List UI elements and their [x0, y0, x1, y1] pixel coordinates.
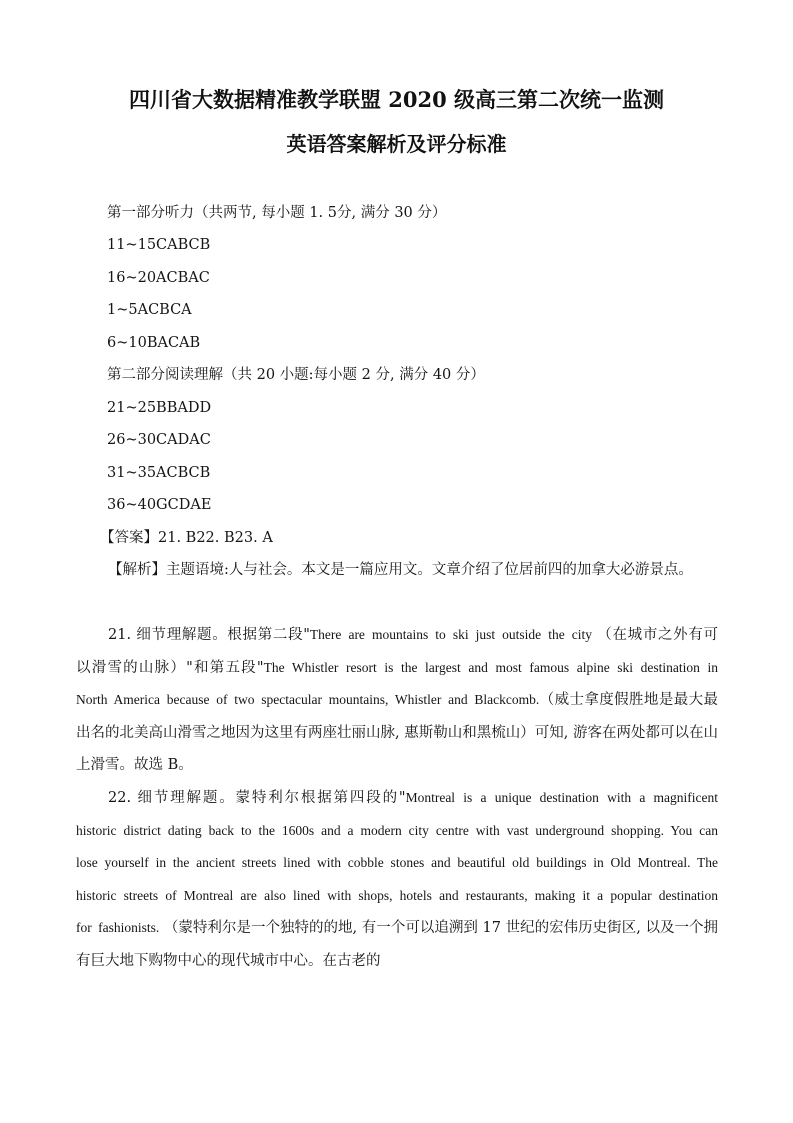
answer-line: 31~35ACBCB — [107, 465, 211, 481]
answer-line: 6~10BACAB — [107, 335, 201, 351]
q21-explanation — [76, 619, 718, 782]
q21-quote-2: The Whistler resort is the largest and most famous alpine ski destination in North America because of two spectacular mountains, Whistler and Blackcomb. — [76, 659, 718, 708]
answer-line: 21~25BBADD — [107, 400, 212, 416]
answer-line: 16~20ACBAC — [107, 270, 210, 286]
q22-explanation — [76, 782, 718, 978]
q21-quote-1: There are mountains to ski just outside the city — [309, 627, 593, 642]
answer-line: 26~30CADAC — [107, 432, 211, 448]
q21-text-3: （威士拿度假胜地是最大最出名的北美高山滑雪之地因为这里有两座壮丽山脉, 惠斯勒山和黑梳山）可知, 游客在两处都可以在山上滑雪。故选 B。 — [76, 692, 718, 774]
document-title: 四川省大数据精准教学联盟 2020 级高三第二次统一监测 — [128, 87, 665, 112]
q22-text-1: 22. 细节理解题。蒙特利尔根据第四段的" — [108, 790, 406, 806]
part1-heading: 第一部分听力（共两节, 每小题 1. 5分, 满分 30 分） — [107, 205, 447, 221]
document-subtitle: 英语答案解析及评分标准 — [286, 132, 507, 156]
answer-line: 36~40GCDAE — [107, 497, 212, 513]
q22-text-2: （蒙特利尔是一个独特的的地, 有一个可以追溯到 17 世纪的宏伟历史街区, 以及一个拥有巨大地下购物中心的现代城市中心。在古老的 — [76, 920, 718, 969]
q21-text-1: 21. 细节理解题。根据第二段" — [108, 627, 310, 643]
answer-key-line: 【答案】21. B22. B23. A — [100, 530, 273, 546]
q21-text-2: （在城市之外有可 以滑雪的山脉）"和第五段" — [76, 627, 719, 676]
answer-line: 1~5ACBCA — [107, 302, 192, 318]
part2-heading: 第二部分阅读理解（共 20 小题:每小题 2 分, 满分 40 分） — [107, 367, 485, 383]
analysis-intro: 【解析】主题语境:人与社会。本文是一篇应用文。文章介绍了位居前四的加拿大必游景点。 — [108, 562, 693, 578]
q22-quote: Montreal is a unique destination with a magnificent historic district dating back to the 1600s and a modern city centre with vast underground shopping. You can lose yourself in the ancient streets lined with cobble stones and beautiful old buildings in Old Montreal. The historic streets of Montreal are also lined with shops, hotels and restaurants, making it a popular destination for fashionists. — [76, 790, 718, 936]
answer-line: 11~15CABCB — [107, 237, 211, 253]
